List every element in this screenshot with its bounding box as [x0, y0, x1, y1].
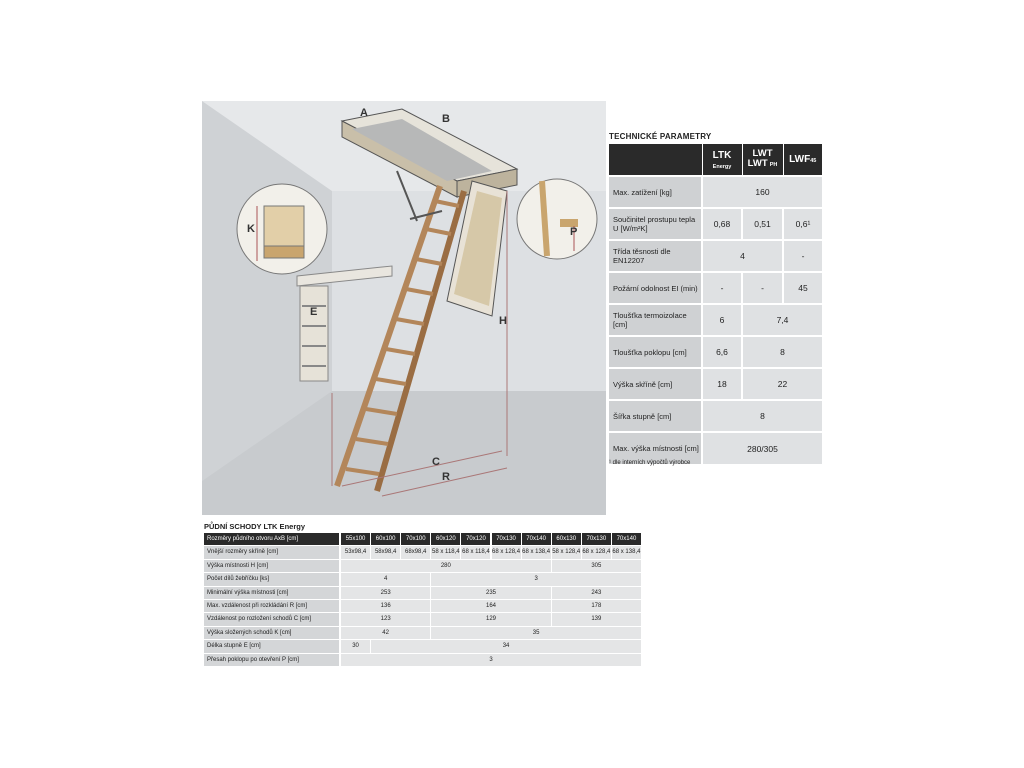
spec-cell: 253	[340, 587, 430, 599]
spec-row-label: Výška složených schodů K [cm]	[204, 627, 339, 639]
spec-row-label: Přesah poklopu po otevření P [cm]	[204, 654, 339, 666]
spec-cell: 34	[370, 640, 641, 652]
tech-header-blank	[609, 144, 702, 176]
spec-cell: 70x130	[491, 533, 521, 545]
label-k: K	[247, 223, 255, 235]
tech-row-value: -	[742, 272, 783, 304]
spec-row-label: Délka stupně E [cm]	[204, 640, 339, 652]
tech-params-title: TECHNICKÉ PARAMETRY	[609, 132, 712, 141]
tech-row-label: Max. zatížení [kg]	[609, 176, 702, 208]
tech-row-label: Tloušťka poklopu [cm]	[609, 336, 702, 368]
tech-row-value: 22	[742, 368, 822, 400]
tech-row-value: 0,51	[742, 208, 783, 240]
spec-row	[204, 560, 641, 573]
spec-cell: 3	[340, 654, 641, 666]
spec-row	[204, 613, 641, 626]
spec-cell: 68x98,4	[400, 546, 430, 558]
spec-cell: 280	[340, 560, 551, 572]
label-p: P	[570, 226, 578, 238]
spec-cell: 60x100	[370, 533, 400, 545]
spec-row	[204, 546, 641, 559]
tech-row-label: Požární odolnost EI (min)	[609, 272, 702, 304]
spec-row-label: Výška místnosti H [cm]	[204, 560, 339, 572]
tech-row-value: -	[702, 272, 742, 304]
spec-cell: 139	[551, 613, 641, 625]
spec-cell: 243	[551, 587, 641, 599]
tech-row-value: 7,4	[742, 304, 822, 336]
spec-row-label: Minimální výška místnosti [cm]	[204, 587, 339, 599]
tech-row	[609, 304, 822, 336]
label-r: R	[442, 471, 450, 483]
spec-cell: 305	[551, 560, 641, 572]
tech-row-value: 6,6	[702, 336, 742, 368]
tech-row-value: 6	[702, 304, 742, 336]
spec-cell: 136	[340, 600, 430, 612]
tech-row-value: 0,68	[702, 208, 742, 240]
tech-header-ltk: LTK Energy	[702, 144, 742, 176]
spec-cell: 235	[430, 587, 550, 599]
tech-header-lwf: LWF45	[783, 144, 822, 176]
spec-cell: 70x100	[400, 533, 430, 545]
spec-cell: 3	[430, 573, 641, 585]
spec-cell: 129	[430, 613, 550, 625]
spec-row	[204, 654, 641, 667]
spec-cell: 68 x 118,4	[460, 546, 490, 558]
label-h: H	[499, 315, 507, 327]
tech-row	[609, 208, 822, 240]
spec-row	[204, 533, 641, 546]
tech-row-label: Třída těsnosti dle EN12207	[609, 240, 702, 272]
spec-row-label: Vzdálenost po rozložení schodů C [cm]	[204, 613, 339, 625]
tech-row-value: 45	[783, 272, 822, 304]
spec-cell: 58 x 128,4	[551, 546, 581, 558]
tech-row-label: Šířka stupně [cm]	[609, 400, 702, 432]
bottom-table-title: PŮDNÍ SCHODY LTK Energy	[204, 522, 305, 531]
stairs-illustration	[202, 101, 606, 515]
tech-row	[609, 368, 822, 400]
spec-cell: 70x130	[581, 533, 611, 545]
tech-row-value: 0,6¹	[783, 208, 822, 240]
spec-cell: 42	[340, 627, 430, 639]
spec-cell: 68 x 138,4	[521, 546, 551, 558]
label-e: E	[310, 306, 318, 318]
label-c: C	[432, 456, 440, 468]
spec-cell: 60x120	[430, 533, 460, 545]
tech-row-label: Max. výška místnosti [cm]	[609, 432, 702, 464]
tech-row-value: 18	[702, 368, 742, 400]
spec-cell: 178	[551, 600, 641, 612]
tech-row-value: 4	[702, 240, 783, 272]
tech-row-value: 8	[742, 336, 822, 368]
tech-row-label: Součinitel prostupu tepla U [W/m²K]	[609, 208, 702, 240]
spec-cell: 55x100	[340, 533, 370, 545]
spec-row	[204, 627, 641, 640]
spec-cell: 35	[430, 627, 641, 639]
label-b: B	[442, 113, 450, 125]
tech-params-table	[609, 144, 822, 464]
tech-row-label: Výška skříně [cm]	[609, 368, 702, 400]
footnote: ¹ dle interních výpočtů výrobce	[609, 460, 691, 466]
spec-cell: 68 x 138,4	[611, 546, 641, 558]
spec-row-label: Vnější rozměry skříně [cm]	[204, 546, 339, 558]
tech-header-lwt: LWT LWT PH	[742, 144, 783, 176]
spec-cell: 60x130	[551, 533, 581, 545]
spec-cell: 123	[340, 613, 430, 625]
tech-row	[609, 400, 822, 432]
tech-row	[609, 336, 822, 368]
spec-cell: 4	[340, 573, 430, 585]
tech-row	[609, 176, 822, 208]
spec-row	[204, 573, 641, 586]
spec-cell: 164	[430, 600, 550, 612]
tech-row-value: 280/305	[702, 432, 822, 464]
attic-stairs-drawing	[202, 101, 606, 515]
spec-cell: 68 x 128,4	[581, 546, 611, 558]
spec-row	[204, 600, 641, 613]
spec-row-label: Max. vzdálenost při rozkládání R [cm]	[204, 600, 339, 612]
spec-row-label: Počet dílů žebříčku [ks]	[204, 573, 339, 585]
spec-cell: 70x120	[460, 533, 490, 545]
tech-row-value: 8	[702, 400, 822, 432]
tech-row-value: -	[783, 240, 822, 272]
bottom-table	[204, 533, 641, 667]
label-a: A	[360, 107, 368, 119]
tech-row	[609, 240, 822, 272]
spec-row	[204, 587, 641, 600]
spec-cell: 70x140	[521, 533, 551, 545]
spec-row-label: Rozměry půdního otvoru AxB [cm]	[204, 533, 339, 545]
spec-cell: 70x140	[611, 533, 641, 545]
spec-cell: 30	[340, 640, 370, 652]
spec-cell: 53x98,4	[340, 546, 370, 558]
tech-row-value: 160	[702, 176, 822, 208]
tech-row	[609, 272, 822, 304]
spec-cell: 68 x 128,4	[491, 546, 521, 558]
spec-cell: 58x98,4	[370, 546, 400, 558]
tech-row-label: Tloušťka termoizolace [cm]	[609, 304, 702, 336]
spec-cell: 58 x 118,4	[430, 546, 460, 558]
spec-row	[204, 640, 641, 653]
